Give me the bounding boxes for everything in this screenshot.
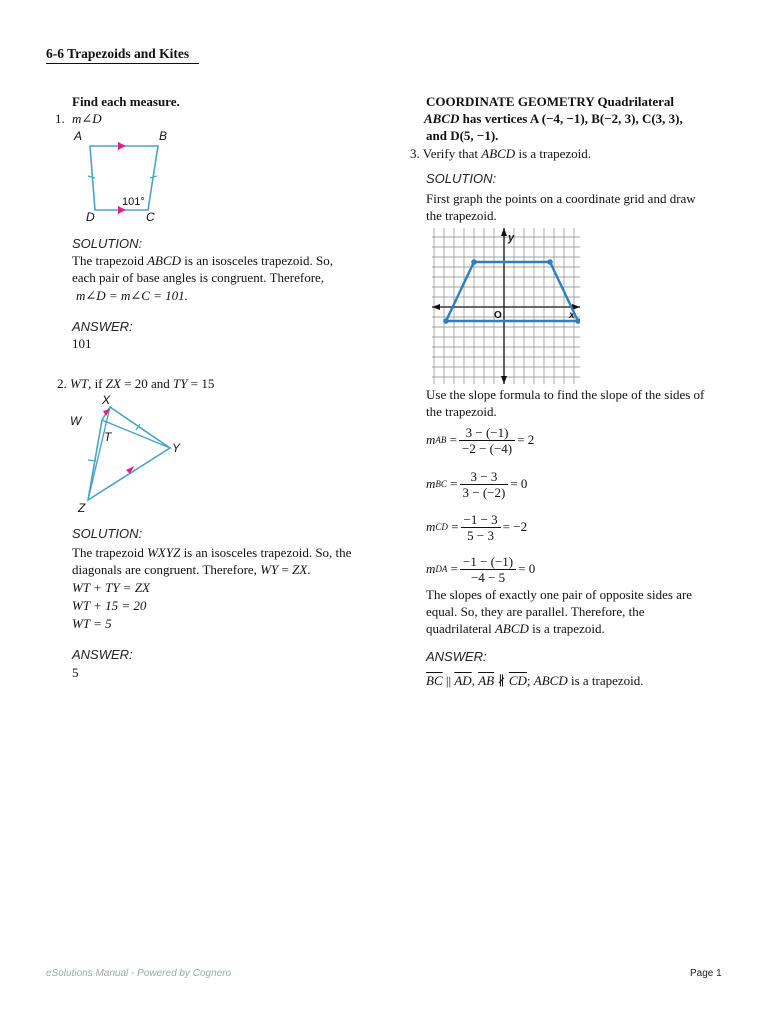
- diagonal-zx: [88, 407, 110, 500]
- vertex-label-w: W: [70, 414, 82, 428]
- answer-ad: $\overline{AD}$: [454, 673, 472, 688]
- q2-equation-1: WT + TY = ZX: [72, 580, 150, 595]
- q3-answer: [426, 673, 644, 689]
- point-a: [443, 318, 449, 324]
- q3-abcd: ABCD: [481, 146, 516, 161]
- q3-verify: Verify that: [422, 146, 482, 161]
- slope-bc-denominator: 3 − (−2): [462, 484, 506, 500]
- slope-ab-result: = 2: [517, 432, 535, 447]
- q3-solution-label: SOLUTION:: [426, 171, 497, 186]
- congruent-tick-left: [88, 176, 95, 178]
- q1-answer-label: ANSWER:: [72, 319, 133, 334]
- q1-sol-text: The trapezoid: [72, 253, 148, 268]
- q1-solution-equation: m∠D = m∠C = 101.: [76, 288, 188, 303]
- intro-text: Find each measure.: [72, 94, 180, 109]
- slope-intro-line1: Use the slope formula to find the slope of the sides of: [426, 387, 705, 402]
- q2-number: 2.: [57, 376, 67, 391]
- slope-bc-m: m: [426, 476, 436, 491]
- parallel-mark-top: [118, 142, 126, 150]
- q2-equation-2: WT + 15 = 20: [72, 598, 147, 613]
- slope-da-m: m: [426, 561, 436, 576]
- page-title: [46, 46, 189, 62]
- answer-cd: $\overline{CD}$: [508, 673, 527, 688]
- point-b: [471, 259, 477, 265]
- conclusion-line1: The slopes of exactly one pair of opposite sides are: [426, 587, 693, 602]
- q1-number: 1.: [55, 111, 65, 126]
- q1-solution-line1: [72, 253, 333, 269]
- trapezoid-wxyz-figure: [66, 394, 196, 516]
- slope-cd: m CD = $\frac{-1 - 3}{5 - 3}$ = −2: [426, 511, 528, 543]
- q2-sol-wxyz: WXYZ: [147, 545, 181, 560]
- q2-sol-text2: is an isosceles trapezoid. So, the: [180, 545, 352, 560]
- q1-answer: 101: [72, 336, 92, 351]
- q3-solution-line1: First graph the points on a coordinate grid and draw: [426, 191, 696, 206]
- answer-tail: is a trapezoid.: [567, 673, 644, 688]
- coordinate-grid: [432, 228, 580, 384]
- coord-heading-line3: and D(5, −1).: [426, 128, 499, 143]
- page-title-text: 6-6 Trapezoids and Kites: [46, 46, 190, 61]
- origin-label: O: [494, 310, 502, 321]
- q2-solution-label: SOLUTION:: [72, 526, 143, 541]
- slope-da-numerator: −1 − (−1): [460, 554, 516, 570]
- conclusion-line2: equal. So, they are parallel. Therefore, the: [426, 604, 645, 619]
- point-c: [547, 259, 553, 265]
- slope-ab-denominator: −2 − (−4): [461, 440, 513, 456]
- footer-page-number: Page 1: [690, 968, 722, 979]
- graphed-trapezoid: [446, 262, 578, 321]
- trapezoid-wxyz-shape: [88, 407, 170, 500]
- answer-not-parallel: ∦: [494, 673, 509, 688]
- q1-prompt: m∠D: [72, 111, 102, 126]
- slope-bc-result: = 0: [510, 476, 528, 491]
- slope-cd-m: m: [426, 519, 436, 534]
- q2-sol-zx: ZX: [292, 562, 308, 577]
- q2-sol-text3: diagonals are congruent. Therefore,: [72, 562, 261, 577]
- vertex-label-c: C: [146, 210, 155, 224]
- y-axis-label: y: [508, 232, 515, 244]
- angle-label-101: 101°: [122, 196, 145, 208]
- q3-prompt: [410, 146, 591, 162]
- q2-sol-text: The trapezoid: [72, 545, 148, 560]
- q1-solution-line2: each pair of base angles is congruent. Therefore,: [72, 270, 325, 285]
- slope-intro-line2: the trapezoid.: [426, 404, 497, 419]
- trapezoid-abcd-figure: [70, 128, 180, 226]
- q2-sol-period: .: [307, 562, 311, 577]
- slope-da-sub: DA: [435, 564, 448, 574]
- q3-solution-line2: the trapezoid.: [426, 208, 497, 223]
- q2-answer: 5: [72, 665, 79, 680]
- q2-ty: TY: [173, 376, 188, 391]
- slope-cd-numerator: −1 − 3: [461, 512, 501, 528]
- q2-zx: ZX: [105, 376, 121, 391]
- slope-cd-result: = −2: [502, 519, 528, 534]
- q3-answer-label: ANSWER:: [426, 649, 487, 664]
- q2-sol-eq: =: [278, 562, 293, 577]
- q2-equation-3: WT = 5: [72, 616, 112, 631]
- q1-solution-label: SOLUTION:: [72, 236, 143, 251]
- heading-abcd: ABCD: [424, 111, 460, 126]
- slope-bc: m BC = $\frac{3 - 3}{3 - (-2)}$ = 0: [426, 468, 528, 500]
- heading-vertices: A (−4, −1), B(−2, 3), C(3, 3),: [529, 111, 683, 126]
- slope-cd-sub: CD: [435, 522, 448, 532]
- q2-eq15: = 15: [187, 376, 215, 391]
- slope-da-denominator: −4 − 5: [470, 569, 506, 585]
- footer-publisher: eSolutions Manual - Powered by Cognero: [46, 968, 232, 979]
- q3-is-trapezoid: is a trapezoid.: [515, 146, 592, 161]
- q2-eq20: = 20 and: [120, 376, 174, 391]
- x-axis-label: x: [569, 310, 575, 321]
- vertex-label-b: B: [159, 129, 168, 143]
- q2-answer-label: ANSWER:: [72, 647, 133, 662]
- conclusion-abcd: ABCD: [494, 621, 529, 636]
- slope-bc-numerator: 3 − 3: [460, 469, 509, 485]
- q2-prompt: [57, 376, 214, 392]
- x-axis-arrow-left: [432, 304, 440, 310]
- slope-ab-numerator: 3 − (−1): [459, 425, 515, 441]
- slope-ab-m: m: [426, 432, 436, 447]
- slope-ab: m AB = $\frac{3 - (-1)}{-2 - (-4)}$ = 2: [426, 424, 535, 456]
- vertex-label-d: D: [86, 210, 95, 224]
- coord-heading-line2: [424, 111, 683, 127]
- q3-number: 3.: [410, 146, 420, 161]
- vertex-label-a: A: [74, 129, 83, 143]
- answer-abcd: ABCD: [533, 673, 568, 688]
- slope-ab-sub: AB: [435, 435, 447, 445]
- y-axis-arrow-bottom: [501, 376, 507, 384]
- answer-ab: $\overline{AB}$: [478, 673, 495, 688]
- q2-wt: WT: [70, 376, 89, 391]
- q1-sol-abcd: ABCD: [147, 253, 182, 268]
- q2-solution-line1: [72, 545, 351, 561]
- vertex-label-y: Y: [172, 441, 181, 455]
- q1-sol-text2: is an isosceles trapezoid. So,: [181, 253, 334, 268]
- parallel-mark-zy: [126, 466, 134, 474]
- slope-da-result: = 0: [518, 561, 536, 576]
- answer-comma: ,: [471, 673, 479, 688]
- slope-da: m DA = $\frac{-1 - (-1)}{-4 - 5}$ = 0: [426, 553, 536, 585]
- answer-bc: $\overline{BC}$: [426, 673, 443, 688]
- y-axis-arrow-top: [501, 228, 507, 236]
- slope-cd-denominator: 5 − 3: [467, 527, 494, 543]
- q2-if: , if: [88, 376, 106, 391]
- conclusion-trapezoid: is a trapezoid.: [528, 621, 605, 636]
- vertex-label-t: T: [104, 430, 112, 444]
- vertex-label-x: X: [102, 394, 111, 407]
- answer-semicolon: ;: [526, 673, 534, 688]
- conclusion-quad: quadrilateral: [426, 621, 495, 636]
- vertex-label-z: Z: [78, 501, 86, 515]
- conclusion-line3: [426, 621, 605, 637]
- heading-has-vertices: has vertices: [459, 111, 530, 126]
- slope-bc-sub: BC: [435, 479, 447, 489]
- answer-parallel: ||: [442, 673, 455, 688]
- coord-heading-line1: COORDINATE GEOMETRY Quadrilateral: [426, 94, 674, 109]
- q2-sol-wy: WY: [260, 562, 279, 577]
- q2-solution-line2: [72, 562, 311, 578]
- title-underline: [46, 63, 199, 64]
